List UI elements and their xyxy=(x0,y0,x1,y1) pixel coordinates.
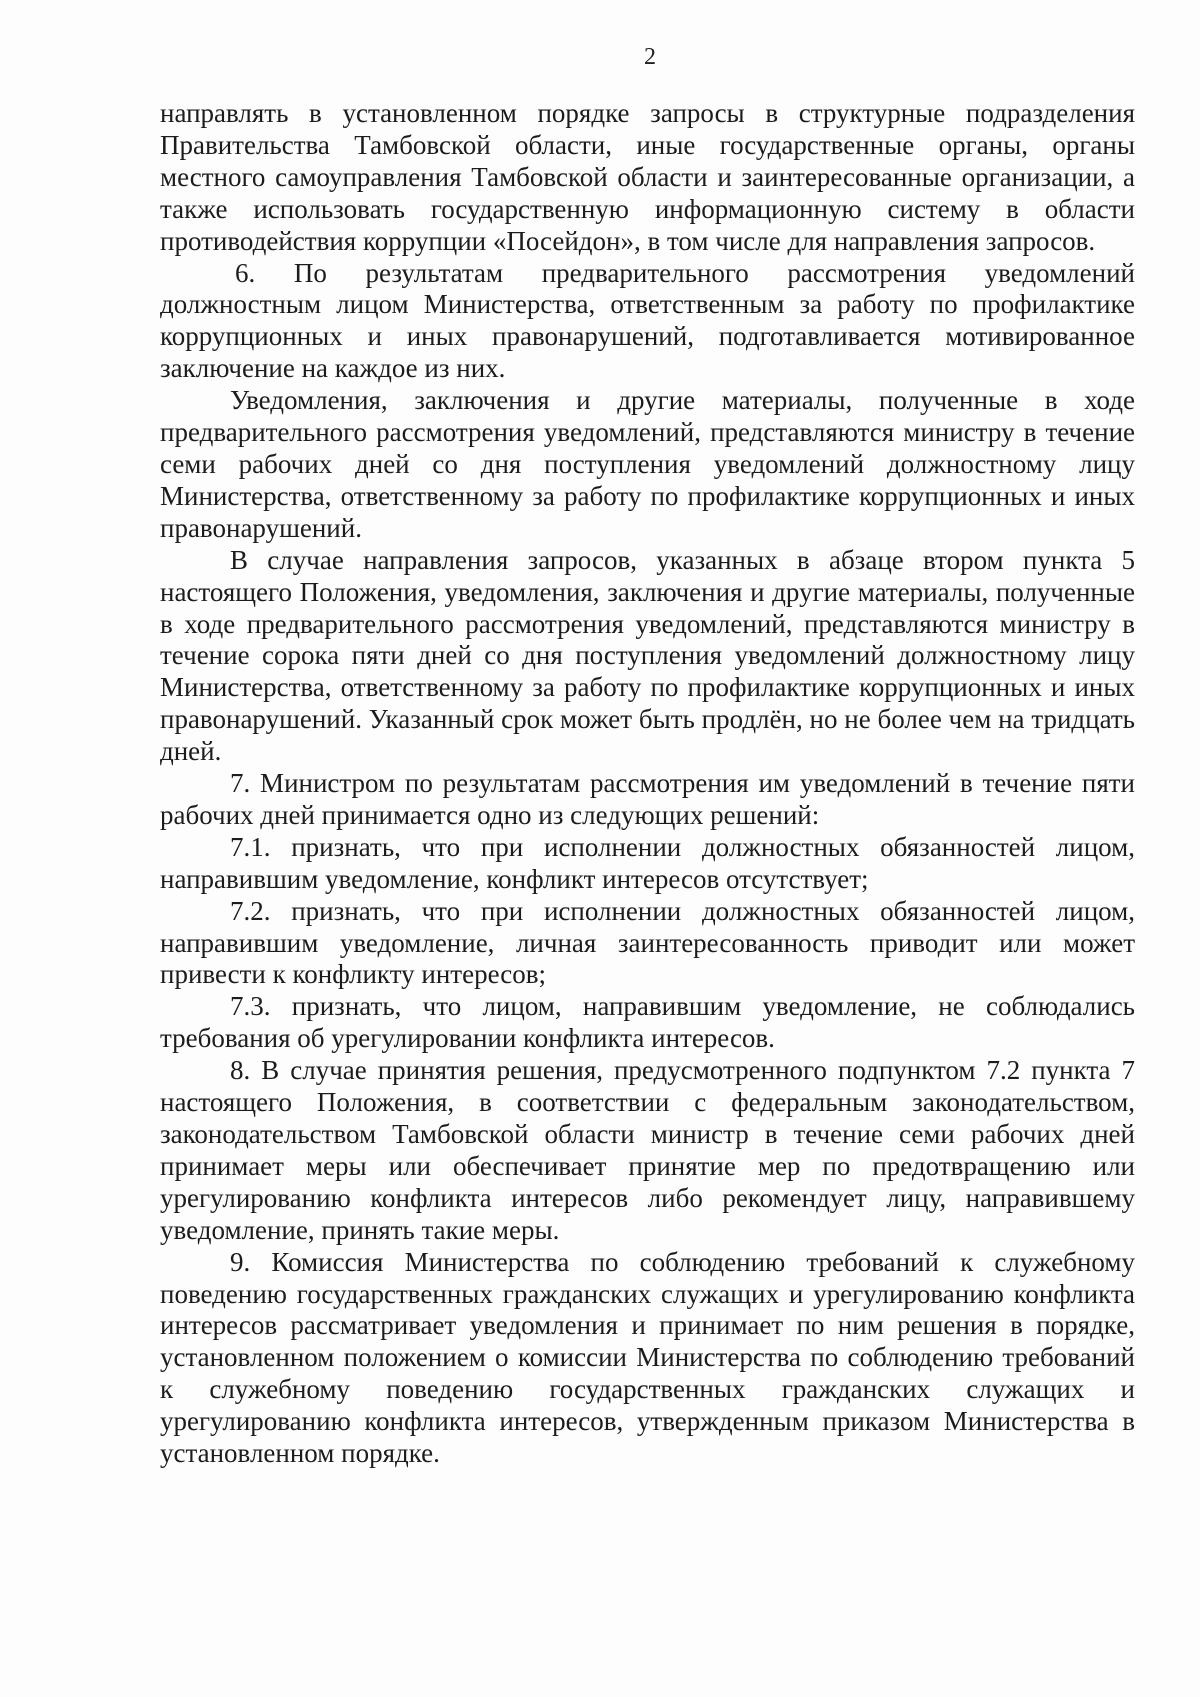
paragraph-item-7-2: 7.2. признать, что при исполнении должностных обязанностей лицом, направившим уведомление, личная заинтересованность приводит или может привести к конфликту интересов; xyxy=(160,895,1135,990)
paragraph-item-7-1: 7.1. признать, что при исполнении должностных обязанностей лицом, направившим уведомление, конфликт интересов отсутствует; xyxy=(160,831,1135,894)
paragraph-item-6: 6. По результатам предварительного рассмотрения уведомлений должностным лицом Министерства, ответственным за работу по профилактике коррупционных и иных правонарушений, подготавливается мотивированное заключение на каждое из них. xyxy=(160,257,1135,384)
paragraph-notifications-submission: Уведомления, заключения и другие материалы, полученные в ходе предварительного рассмотрения уведомлений, представляются министру в течение семи рабочих дней со дня поступления уведомлений должностному лицу Министерства, ответственному за работу по профилактике коррупционных и иных правонарушений. xyxy=(160,385,1135,543)
page-number: 2 xyxy=(644,44,656,70)
paragraph-continuation: направлять в установленном порядке запросы в структурные подразделения Правительства Тамбовской области, иные государственные органы, органы местного самоуправления Тамбовской области и заинтересованные организации, а также использовать государственную информационную систему в области противодействия коррупции «Посейдон», в том числе для направления запросов. xyxy=(160,98,1135,256)
paragraph-item-7: 7. Министром по результатам рассмотрения им уведомлений в течение пяти рабочих дней принимается одно из следующих решений: xyxy=(160,768,1135,830)
paragraph-item-9: 9. Комиссия Министерства по соблюдению требований к служебному поведению государственных гражданских служащих и урегулированию конфликта интересов рассматривает уведомления и принимает по ним решения в порядке, установленном положением о комиссии Министерства по соблюдению требований к служебному поведению государственных гражданских служащих и урегулированию конфликта интересов, утвержденным приказом Министерства в установленном порядке. xyxy=(160,1246,1135,1469)
paragraph-requests-case: В случае направления запросов, указанных в абзаце втором пункта 5 настоящего Положения, уведомления, заключения и другие материалы, полученные в ходе предварительного рассмотрения уведомлений, представляются министру в течение сорока пяти дней со дня поступления уведомлений должностному лицу Министерства, ответственному за работу по профилактике коррупционных и иных правонарушений. Указанный срок может быть продлён, но не более чем на тридцать дней. xyxy=(160,544,1135,767)
document-body xyxy=(160,98,1135,1470)
paragraph-item-7-3: 7.3. признать, что лицом, направившим уведомление, не соблюдались требования об урегулировании конфликта интересов. xyxy=(160,991,1135,1054)
paragraph-item-8: 8. В случае принятия решения, предусмотренного подпунктом 7.2 пункта 7 настоящего Положения, в соответствии с федеральным законодательством, законодательством Тамбовской области министр в течение семи рабочих дней принимает меры или обеспечивает принятие мер по предотвращению или урегулированию конфликта интересов либо рекомендует лицу, направившему уведомление, принять такие меры. xyxy=(160,1055,1135,1245)
